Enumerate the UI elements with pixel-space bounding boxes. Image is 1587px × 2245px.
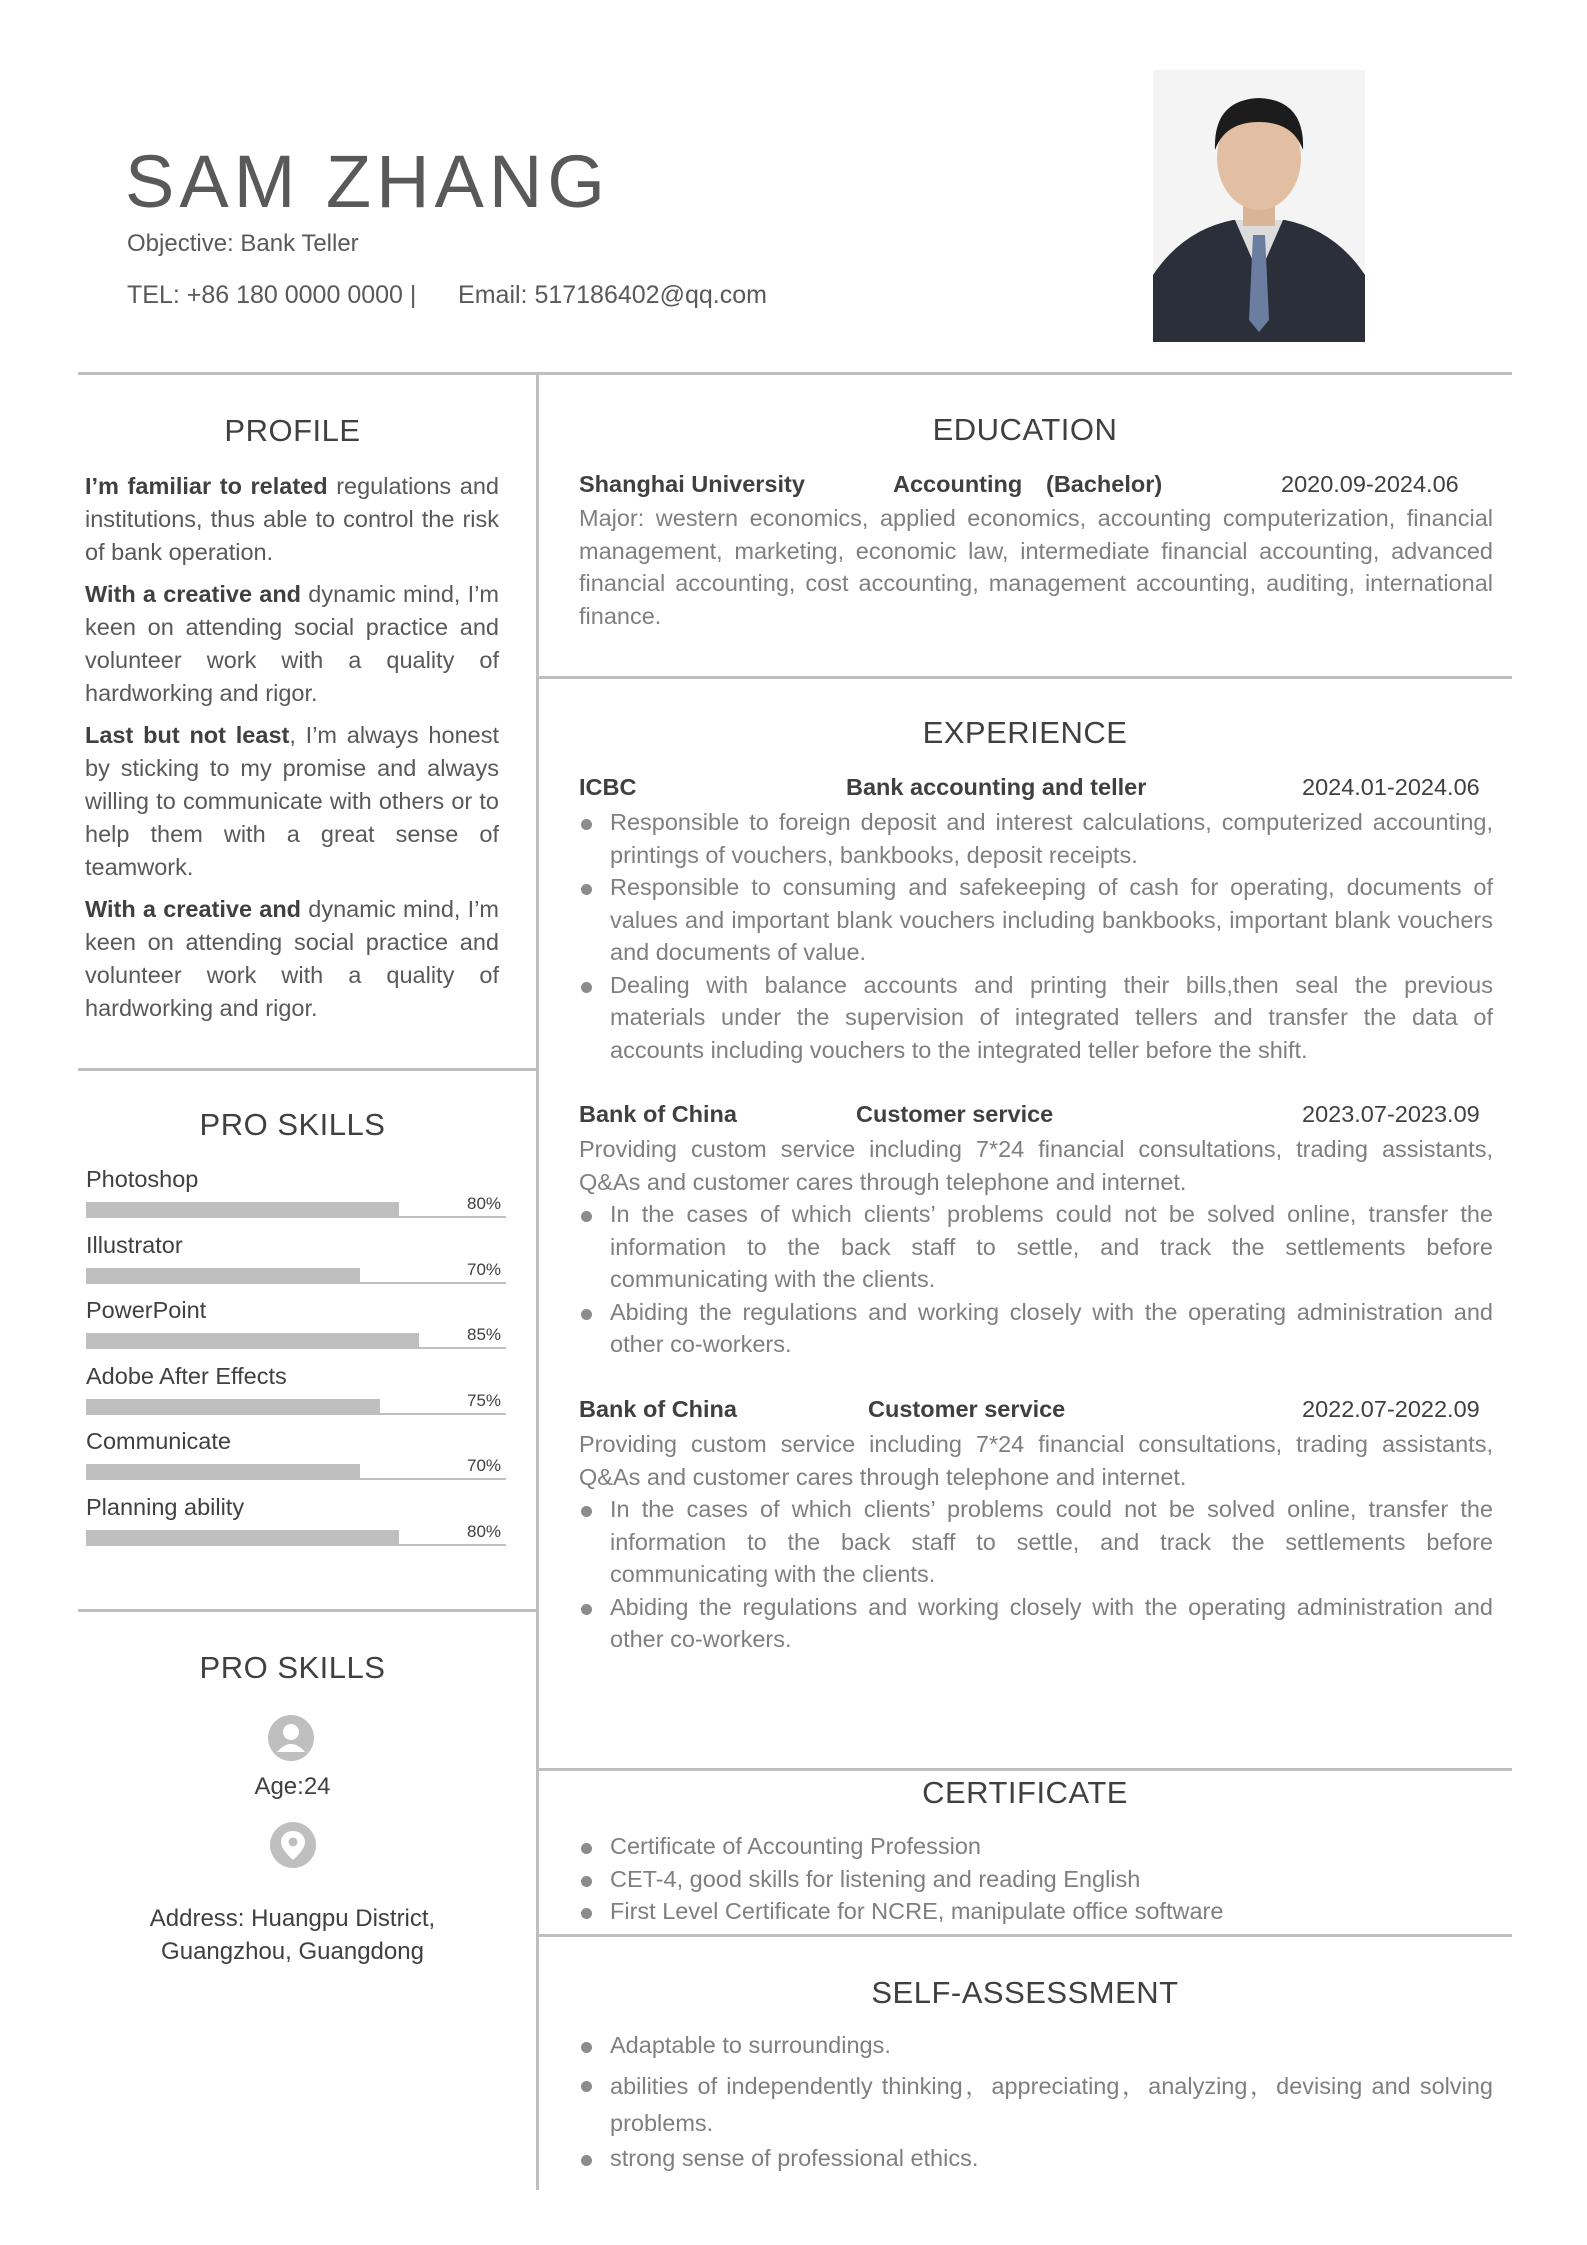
profile-divider xyxy=(78,1068,536,1071)
candidate-name: SAM ZHANG xyxy=(125,140,610,223)
profile-photo xyxy=(1153,70,1365,342)
skill-bar-fill xyxy=(86,1530,399,1544)
self-assessment-item: abilities of independently thinking，appreciating，analyzing，devising and solving problems. xyxy=(579,2068,1493,2142)
job-bullet: In the cases of which clients’ problems could not be solved online, transfer the information to the back staff to settle, and track the settlements before communicating with the clients. xyxy=(579,1493,1493,1591)
certificate-divider xyxy=(539,1934,1512,1937)
skill-percentage: 80% xyxy=(467,1194,502,1213)
skill-bar-fill xyxy=(86,1399,380,1413)
job-role: Customer service xyxy=(868,1396,1066,1422)
skill-percentage: 80% xyxy=(467,1521,502,1541)
profile-paragraph: With a creative and dynamic mind, I’m keen on attending social practice and volunteer work with a quality of hardworking and rigor. xyxy=(85,581,500,706)
profile-paragraph: I’m familiar to related regulations and institutions, thus able to control the risk of bank operation. xyxy=(85,473,499,565)
job-bullets xyxy=(579,1198,1493,1361)
experience-title: EXPERIENCE xyxy=(922,715,1128,750)
job-summary: Providing custom service including 7*24 financial consultations, trading assistants, Q&As and customer cares through telephone and internet. xyxy=(579,1431,1493,1490)
education-degree: (Bachelor) xyxy=(1046,471,1163,497)
self-assessment-title: SELF-ASSESSMENT xyxy=(871,1975,1179,2010)
skill-bar-track xyxy=(86,1282,506,1284)
certificate-title: CERTIFICATE xyxy=(922,1775,1128,1810)
address-line-1: Address: Huangpu District, xyxy=(149,1905,436,1932)
skill-bar-track xyxy=(86,1478,506,1480)
skill-name: PowerPoint xyxy=(86,1297,207,1323)
skill-bar-track xyxy=(86,1413,506,1415)
contact-info: TEL: +86 180 0000 0000 | Email: 517186402@qq.com xyxy=(127,281,767,309)
skills-title: PRO SKILLS xyxy=(199,1107,386,1142)
education-title: EDUCATION xyxy=(932,412,1118,447)
self-assessment-item: strong sense of professional ethics. xyxy=(579,2142,1493,2175)
profile-paragraph: With a creative and dynamic mind, I’m keen on attending social practice and volunteer work with a quality of hardworking and rigor. xyxy=(85,896,500,1021)
skill-bar-fill xyxy=(86,1202,399,1216)
education-major: Accounting xyxy=(893,471,1023,497)
skill-percentage: 75% xyxy=(467,1390,502,1410)
job-bullet: Dealing with balance accounts and printing their bills,then seal the previous materials under the supervision of integrated tellers and transfer the data of accounts including vouchers to the integrated teller before the shift. xyxy=(579,969,1493,1067)
skill-bar-fill xyxy=(86,1333,419,1347)
skill-name: Adobe After Effects xyxy=(86,1362,287,1389)
certificate-item: CET-4, good skills for listening and reading English xyxy=(579,1863,1493,1896)
job-company: Bank of China xyxy=(579,1396,737,1422)
certificate-item: First Level Certificate for NCRE, manipulate office software xyxy=(579,1895,1493,1928)
job-bullet: Abiding the regulations and working closely with the operating administration and other co-workers. xyxy=(579,1591,1493,1656)
certificate-list xyxy=(579,1830,1493,1928)
person-icon xyxy=(268,1715,314,1761)
job-bullets xyxy=(579,806,1493,1066)
skill-bar-track xyxy=(86,1216,506,1218)
skill-name: Illustrator xyxy=(86,1231,183,1258)
skill-bar-track xyxy=(86,1347,506,1349)
skill-percentage: 70% xyxy=(467,1259,502,1279)
address xyxy=(85,1902,500,1968)
job-summary: Providing custom service including 7*24 financial consultations, trading assistants, Q&As and customer cares through telephone and internet. xyxy=(579,1136,1493,1195)
job-role: Customer service xyxy=(856,1101,1054,1127)
certificate-item: Certificate of Accounting Profession xyxy=(579,1830,1493,1863)
profile-paragraph: Last but not least, I’m always honest by sticking to my promise and always willing to communicate with others or to help them with a great sense of teamwork. xyxy=(85,722,499,880)
objective: Objective: Bank Teller xyxy=(127,230,359,257)
education-school: Shanghai University xyxy=(579,471,805,497)
skill-bar-fill xyxy=(86,1268,360,1282)
column-divider xyxy=(536,375,539,2190)
job-bullet: In the cases of which clients’ problems could not be solved online, transfer the information to the back staff to settle, and track the settlements before communicating with the clients. xyxy=(579,1198,1493,1296)
education-description: Major: western economics, applied economics, accounting computerization, financial management, marketing, economic law, intermediate financial accounting, advanced financial accounting, cost accounting, management accounting, auditing, international finance. xyxy=(579,505,1493,629)
skill-name: Photoshop xyxy=(86,1166,199,1192)
skill-bar-track xyxy=(86,1544,506,1546)
address-line-2: Guangzhou, Guangdong xyxy=(161,1938,424,1965)
personal-title: PRO SKILLS xyxy=(199,1650,386,1685)
job-role: Bank accounting and teller xyxy=(846,774,1147,800)
job-bullet: Responsible to foreign deposit and interest calculations, computerized accounting, printings of vouchers, bankbooks, deposit receipts. xyxy=(579,806,1493,871)
job-dates: 2024.01-2024.06 xyxy=(1302,774,1480,800)
profile-title: PROFILE xyxy=(224,413,361,448)
job-bullets xyxy=(579,1493,1493,1656)
skills-divider xyxy=(78,1609,536,1612)
skill-percentage: 70% xyxy=(467,1456,502,1475)
self-assessment-list xyxy=(579,2029,1493,2174)
education-dates: 2020.09-2024.06 xyxy=(1281,471,1459,497)
age: Age:24 xyxy=(254,1773,331,1800)
job-company: Bank of China xyxy=(579,1101,737,1127)
profile-section xyxy=(85,470,499,1025)
job-bullet: Responsible to consuming and safekeeping of cash for operating, documents of values and important blank vouchers including bankbooks, important blank vouchers and documents of value. xyxy=(579,871,1493,969)
education-divider xyxy=(539,676,1512,679)
skill-bar-fill xyxy=(86,1464,360,1478)
skill-percentage: 85% xyxy=(467,1325,502,1344)
header-divider xyxy=(78,372,1512,375)
job-company: ICBC xyxy=(579,774,637,800)
experience-divider xyxy=(539,1768,1512,1771)
skill-name: Communicate xyxy=(86,1428,231,1454)
location-pin-icon xyxy=(270,1822,316,1868)
self-assessment-item: Adaptable to surroundings. xyxy=(579,2029,1493,2062)
job-dates: 2023.07-2023.09 xyxy=(1302,1101,1480,1127)
skill-name: Planning ability xyxy=(86,1493,245,1520)
job-bullet: Abiding the regulations and working closely with the operating administration and other co-workers. xyxy=(579,1296,1493,1361)
job-dates: 2022.07-2022.09 xyxy=(1302,1396,1480,1422)
